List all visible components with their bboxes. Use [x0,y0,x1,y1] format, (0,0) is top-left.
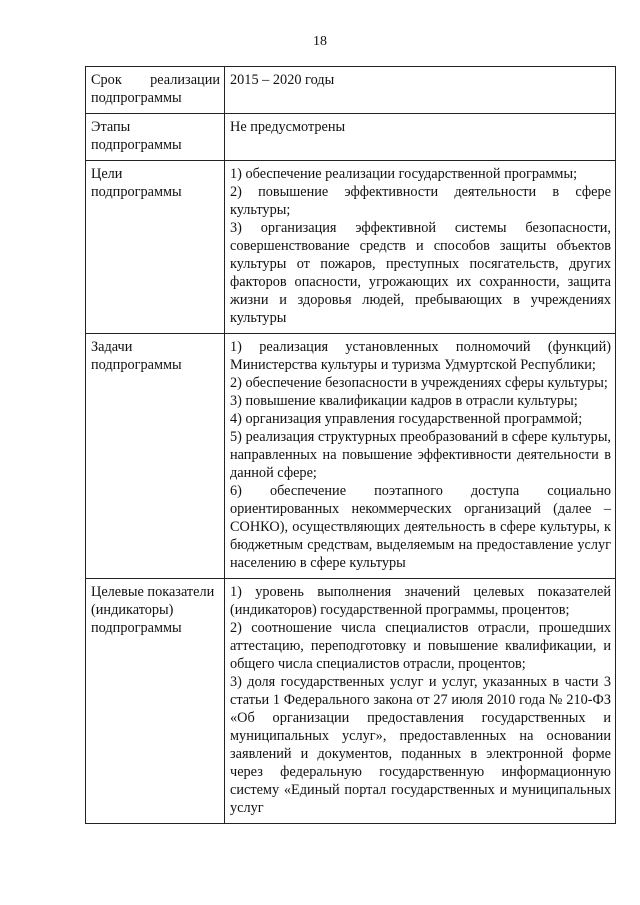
row-value [225,114,616,161]
row-label-word: реализации [150,72,220,88]
value-paragraph: 1) обеспечение реализации государственной программы; [230,166,578,182]
table-row-indicators [86,579,616,824]
value-paragraph: 2) повышение эффективности деятельности в сфере культуры; [230,184,611,218]
value-paragraph: 4) организация управления государственной программой; [230,411,583,427]
page-number: 18 [313,34,327,49]
value-paragraph: 2) соотношение числа специалистов отрасли, прошедших аттестацию, переподготовку и повышение квалификации, и общего числа специалистов отрасли, процентов; [230,620,611,672]
value-paragraph: Не предусмотрены [230,119,346,135]
row-label [86,161,225,334]
table-row-stages [86,114,616,161]
row-label [86,114,225,161]
row-label-text: Задачи подпрограммы [91,339,182,373]
row-label-text: Этапы подпрограммы [91,119,182,153]
value-paragraph: 1) реализация установленных полномочий (функций) Министерства культуры и туризма Удмуртской Республики; [230,339,611,373]
subprogram-passport-table [85,66,616,824]
row-value [225,161,616,334]
table-row-term [86,67,616,114]
row-value [225,67,616,114]
value-paragraph: 2015 – 2020 годы [230,72,335,88]
row-label [86,334,225,579]
row-label [86,67,225,114]
row-label [86,579,225,824]
row-value [225,334,616,579]
value-paragraph: 3) повышение квалификации кадров в отрасли культуры; [230,393,578,409]
value-paragraph: 2) обеспечение безопасности в учреждениях сферы культуры; [230,375,608,391]
row-label-first-line [91,71,220,89]
row-label-text: Цели подпрограммы [91,166,182,200]
value-paragraph: 6) обеспечение поэтапного доступа социально ориентированных некоммерческих организаций (далее – СОНКО), осуществляющих деятельность в сфере культуры, к бюджетным средствам, выделяемым на предоставление услуг населению в сфере культуры [230,483,611,571]
table-row-goals [86,161,616,334]
row-value [225,579,616,824]
value-paragraph: 1) уровень выполнения значений целевых показателей (индикаторов) государственной программы, процентов; [230,584,611,618]
value-paragraph: 3) доля государственных услуг и услуг, указанных в части 3 статьи 1 Федерального закона от 27 июля 2010 года № 210-ФЗ «Об организации предоставления государственных и муниципальных услуг», предоставленных на основании заявлений и документов, поданных в электронной форме через федеральную государственную информационную систему «Единый портал государственных и муниципальных услуг [230,674,611,816]
value-paragraph: 5) реализация структурных преобразований в сфере культуры, направленных на повышение эффективности деятельности в данной сфере; [230,429,611,481]
row-label-second-line: подпрограммы [91,90,182,106]
row-label-text: Целевые показатели (индикаторы) подпрограммы [91,584,215,636]
value-paragraph: 3) организация эффективной системы безопасности, совершенствование средств и способов защиты объектов культуры от пожаров, преступных посягательств, других факторов опасности, угрожающих их сохранности, защита жизни и здоровья людей, пребывающих в учреждениях культуры [230,220,611,326]
row-label-word: Срок [91,72,122,88]
table-row-tasks [86,334,616,579]
